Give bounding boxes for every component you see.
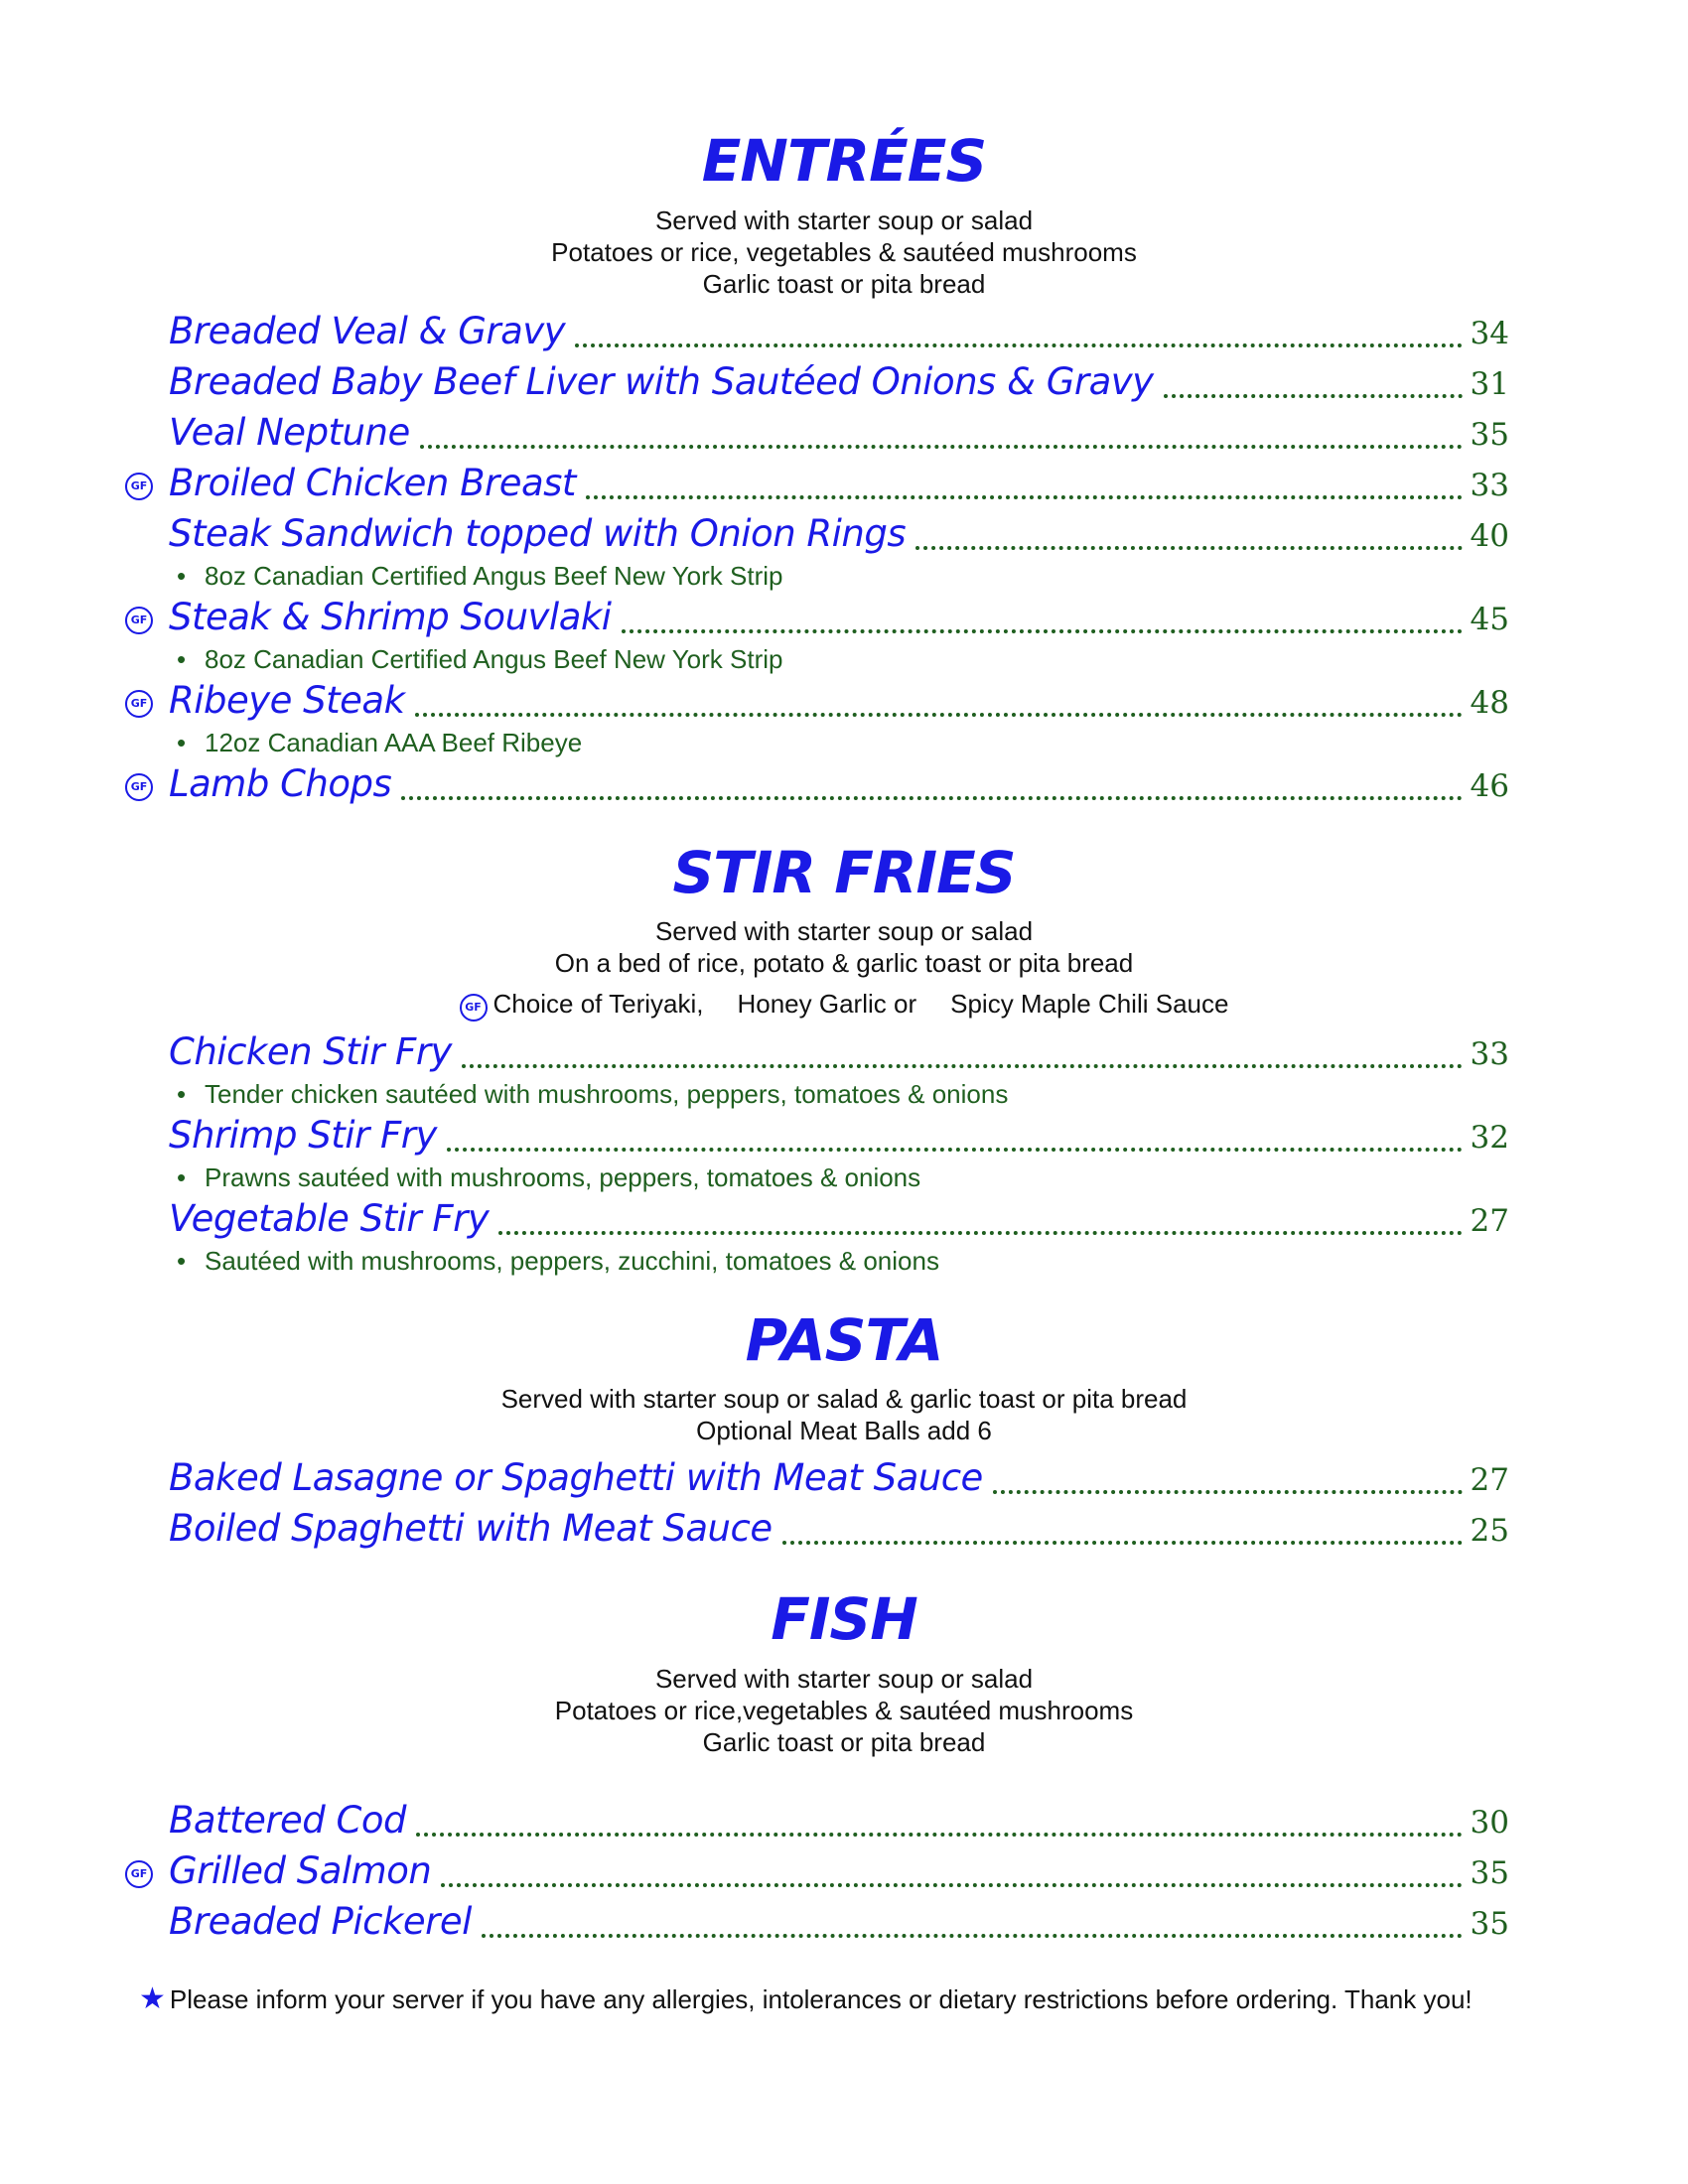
menu-item-price: 40 — [1470, 518, 1509, 554]
menu-item-price: 32 — [1470, 1120, 1509, 1156]
gluten-free-icon: GF — [125, 690, 153, 718]
dot-leader — [586, 495, 1463, 499]
dot-leader — [993, 1490, 1463, 1494]
menu-item-price: 25 — [1470, 1513, 1509, 1549]
menu-item-name: Battered Cod — [169, 1799, 407, 1842]
menu-item-name: Vegetable Stir Fry — [169, 1197, 490, 1240]
menu-item — [169, 1114, 1509, 1160]
menu-item-price: 45 — [1470, 602, 1509, 637]
menu-item-price: 31 — [1470, 366, 1509, 402]
menu-item-description-text: 8oz Canadian Certified Angus Beef New York Strip — [205, 561, 783, 591]
menu-item — [169, 1849, 1509, 1895]
menu-item-name: Grilled Salmon — [169, 1849, 432, 1892]
menu-item-name: Baked Lasagne or Spaghetti with Meat Sauce — [169, 1456, 983, 1499]
gluten-free-icon: GF — [125, 773, 153, 801]
menu-item-name: Boiled Spaghetti with Meat Sauce — [169, 1507, 773, 1550]
menu-item-name: Steak & Shrimp Souvlaki — [169, 596, 612, 638]
fish-subtitle-line: Garlic toast or pita bread — [702, 1727, 986, 1757]
allergy-note-text: Please inform your server if you have any allergies, intolerances or dietary restrictions before ordering. Thank you! — [169, 1984, 1473, 2014]
dot-leader — [482, 1934, 1463, 1938]
star-icon: ★ — [139, 1982, 166, 2015]
section-title-stir-fries: STIR FRIES — [672, 839, 1016, 906]
menu-item-name: Chicken Stir Fry — [169, 1030, 452, 1073]
dot-leader — [462, 1064, 1463, 1068]
stir-fries-subtitle-line: Served with starter soup or salad — [654, 916, 1034, 946]
menu-item — [169, 1900, 1509, 1946]
menu-item-description-text: 8oz Canadian Certified Angus Beef New York Strip — [205, 644, 783, 674]
menu-item-name: Steak Sandwich topped with Onion Rings — [169, 512, 907, 555]
dot-leader — [401, 796, 1462, 800]
dot-leader — [416, 1833, 1463, 1837]
menu-item-price: 33 — [1470, 1036, 1509, 1072]
menu-item-description-text: Sautéed with mushrooms, peppers, zucchini, tomatoes & onions — [205, 1246, 939, 1276]
menu-item-price: 46 — [1470, 768, 1509, 804]
entrees-subtitle-line: Served with starter soup or salad — [654, 205, 1034, 235]
dot-leader — [415, 713, 1463, 717]
menu-item-name: Lamb Chops — [169, 762, 392, 805]
sauce-option: Choice of Teriyaki, — [492, 989, 704, 1019]
menu-item-price: 30 — [1470, 1805, 1509, 1841]
pasta-subtitle — [0, 1383, 1688, 1446]
menu-item — [169, 1456, 1509, 1502]
pasta-subtitle-line: Optional Meat Balls add 6 — [696, 1416, 992, 1445]
menu-item-price: 27 — [1470, 1462, 1509, 1498]
menu-item-name: Ribeye Steak — [169, 679, 405, 722]
menu-item-name: Breaded Pickerel — [169, 1900, 472, 1943]
menu-item-description: • Sautéed with mushrooms, peppers, zucchini, tomatoes & onions — [177, 1246, 939, 1276]
menu-item-name: Breaded Baby Beef Liver with Sautéed Onions & Gravy — [169, 360, 1154, 403]
gluten-free-icon: GF — [460, 994, 488, 1022]
menu-item-description-text: Tender chicken sautéed with mushrooms, peppers, tomatoes & onions — [205, 1079, 1009, 1109]
menu-item-description: • Tender chicken sautéed with mushrooms, peppers, tomatoes & onions — [177, 1079, 1009, 1109]
dot-leader — [447, 1148, 1463, 1152]
menu-item — [169, 1030, 1509, 1076]
dot-leader — [622, 629, 1463, 633]
menu-item-name: Shrimp Stir Fry — [169, 1114, 437, 1157]
gluten-free-icon: GF — [125, 473, 153, 500]
menu-item — [169, 512, 1509, 558]
gluten-free-icon: GF — [125, 1860, 153, 1888]
menu-item-description: • 8oz Canadian Certified Angus Beef New York Strip — [177, 644, 783, 674]
entrees-subtitle-line: Garlic toast or pita bread — [702, 269, 986, 299]
dot-leader — [575, 343, 1462, 347]
dot-leader — [420, 445, 1463, 449]
menu-item — [169, 762, 1509, 808]
dot-leader — [441, 1883, 1462, 1887]
menu-item-name: Breaded Veal & Gravy — [169, 310, 566, 352]
menu-item-description: • Prawns sautéed with mushrooms, peppers, tomatoes & onions — [177, 1162, 921, 1192]
menu-item — [169, 360, 1509, 406]
gluten-free-icon: GF — [125, 607, 153, 634]
menu-item — [169, 310, 1509, 355]
menu-item-description-text: Prawns sautéed with mushrooms, peppers, tomatoes & onions — [205, 1162, 921, 1192]
menu-item — [169, 411, 1509, 457]
stir-fries-subtitle — [0, 915, 1688, 979]
menu-item-name: Broiled Chicken Breast — [169, 462, 576, 504]
menu-item-price: 34 — [1470, 316, 1509, 351]
entrees-subtitle-line: Potatoes or rice, vegetables & sautéed mushrooms — [551, 237, 1137, 267]
sauce-option: Honey Garlic or — [737, 989, 917, 1019]
section-title-entrees: ENTRÉES — [701, 127, 987, 195]
dot-leader — [915, 546, 1462, 550]
menu-item-description-text: 12oz Canadian AAA Beef Ribeye — [205, 728, 583, 757]
entrees-subtitle — [0, 205, 1688, 300]
menu-item — [169, 596, 1509, 641]
menu-item-name: Veal Neptune — [169, 411, 410, 454]
menu-item-description: • 8oz Canadian Certified Angus Beef New York Strip — [177, 561, 783, 591]
sauce-options — [0, 989, 1688, 1022]
menu-item-price: 35 — [1470, 417, 1509, 453]
fish-subtitle-line: Potatoes or rice,vegetables & sautéed mushrooms — [554, 1696, 1134, 1725]
fish-subtitle — [0, 1663, 1688, 1758]
menu-item-price: 35 — [1470, 1855, 1509, 1891]
dot-leader — [1164, 394, 1463, 398]
menu-item — [169, 1799, 1509, 1844]
menu-item-price: 27 — [1470, 1203, 1509, 1239]
menu-item — [169, 1197, 1509, 1243]
menu-item-price: 35 — [1470, 1906, 1509, 1942]
section-title-pasta: PASTA — [745, 1306, 943, 1374]
sauce-option: Spicy Maple Chili Sauce — [950, 989, 1229, 1019]
menu-item — [169, 1507, 1509, 1553]
menu-item — [169, 462, 1509, 507]
dot-leader — [498, 1231, 1462, 1235]
menu-item — [169, 679, 1509, 725]
menu-item-price: 48 — [1470, 685, 1509, 721]
fish-subtitle-line: Served with starter soup or salad — [654, 1664, 1034, 1694]
pasta-subtitle-line: Served with starter soup or salad & garlic toast or pita bread — [500, 1384, 1188, 1414]
allergy-note — [139, 1981, 1569, 2016]
section-title-fish: FISH — [771, 1585, 917, 1653]
menu-item-description: • 12oz Canadian AAA Beef Ribeye — [177, 728, 583, 757]
stir-fries-subtitle-line: On a bed of rice, potato & garlic toast or pita bread — [554, 948, 1134, 978]
menu-item-price: 33 — [1470, 468, 1509, 503]
dot-leader — [782, 1541, 1463, 1545]
